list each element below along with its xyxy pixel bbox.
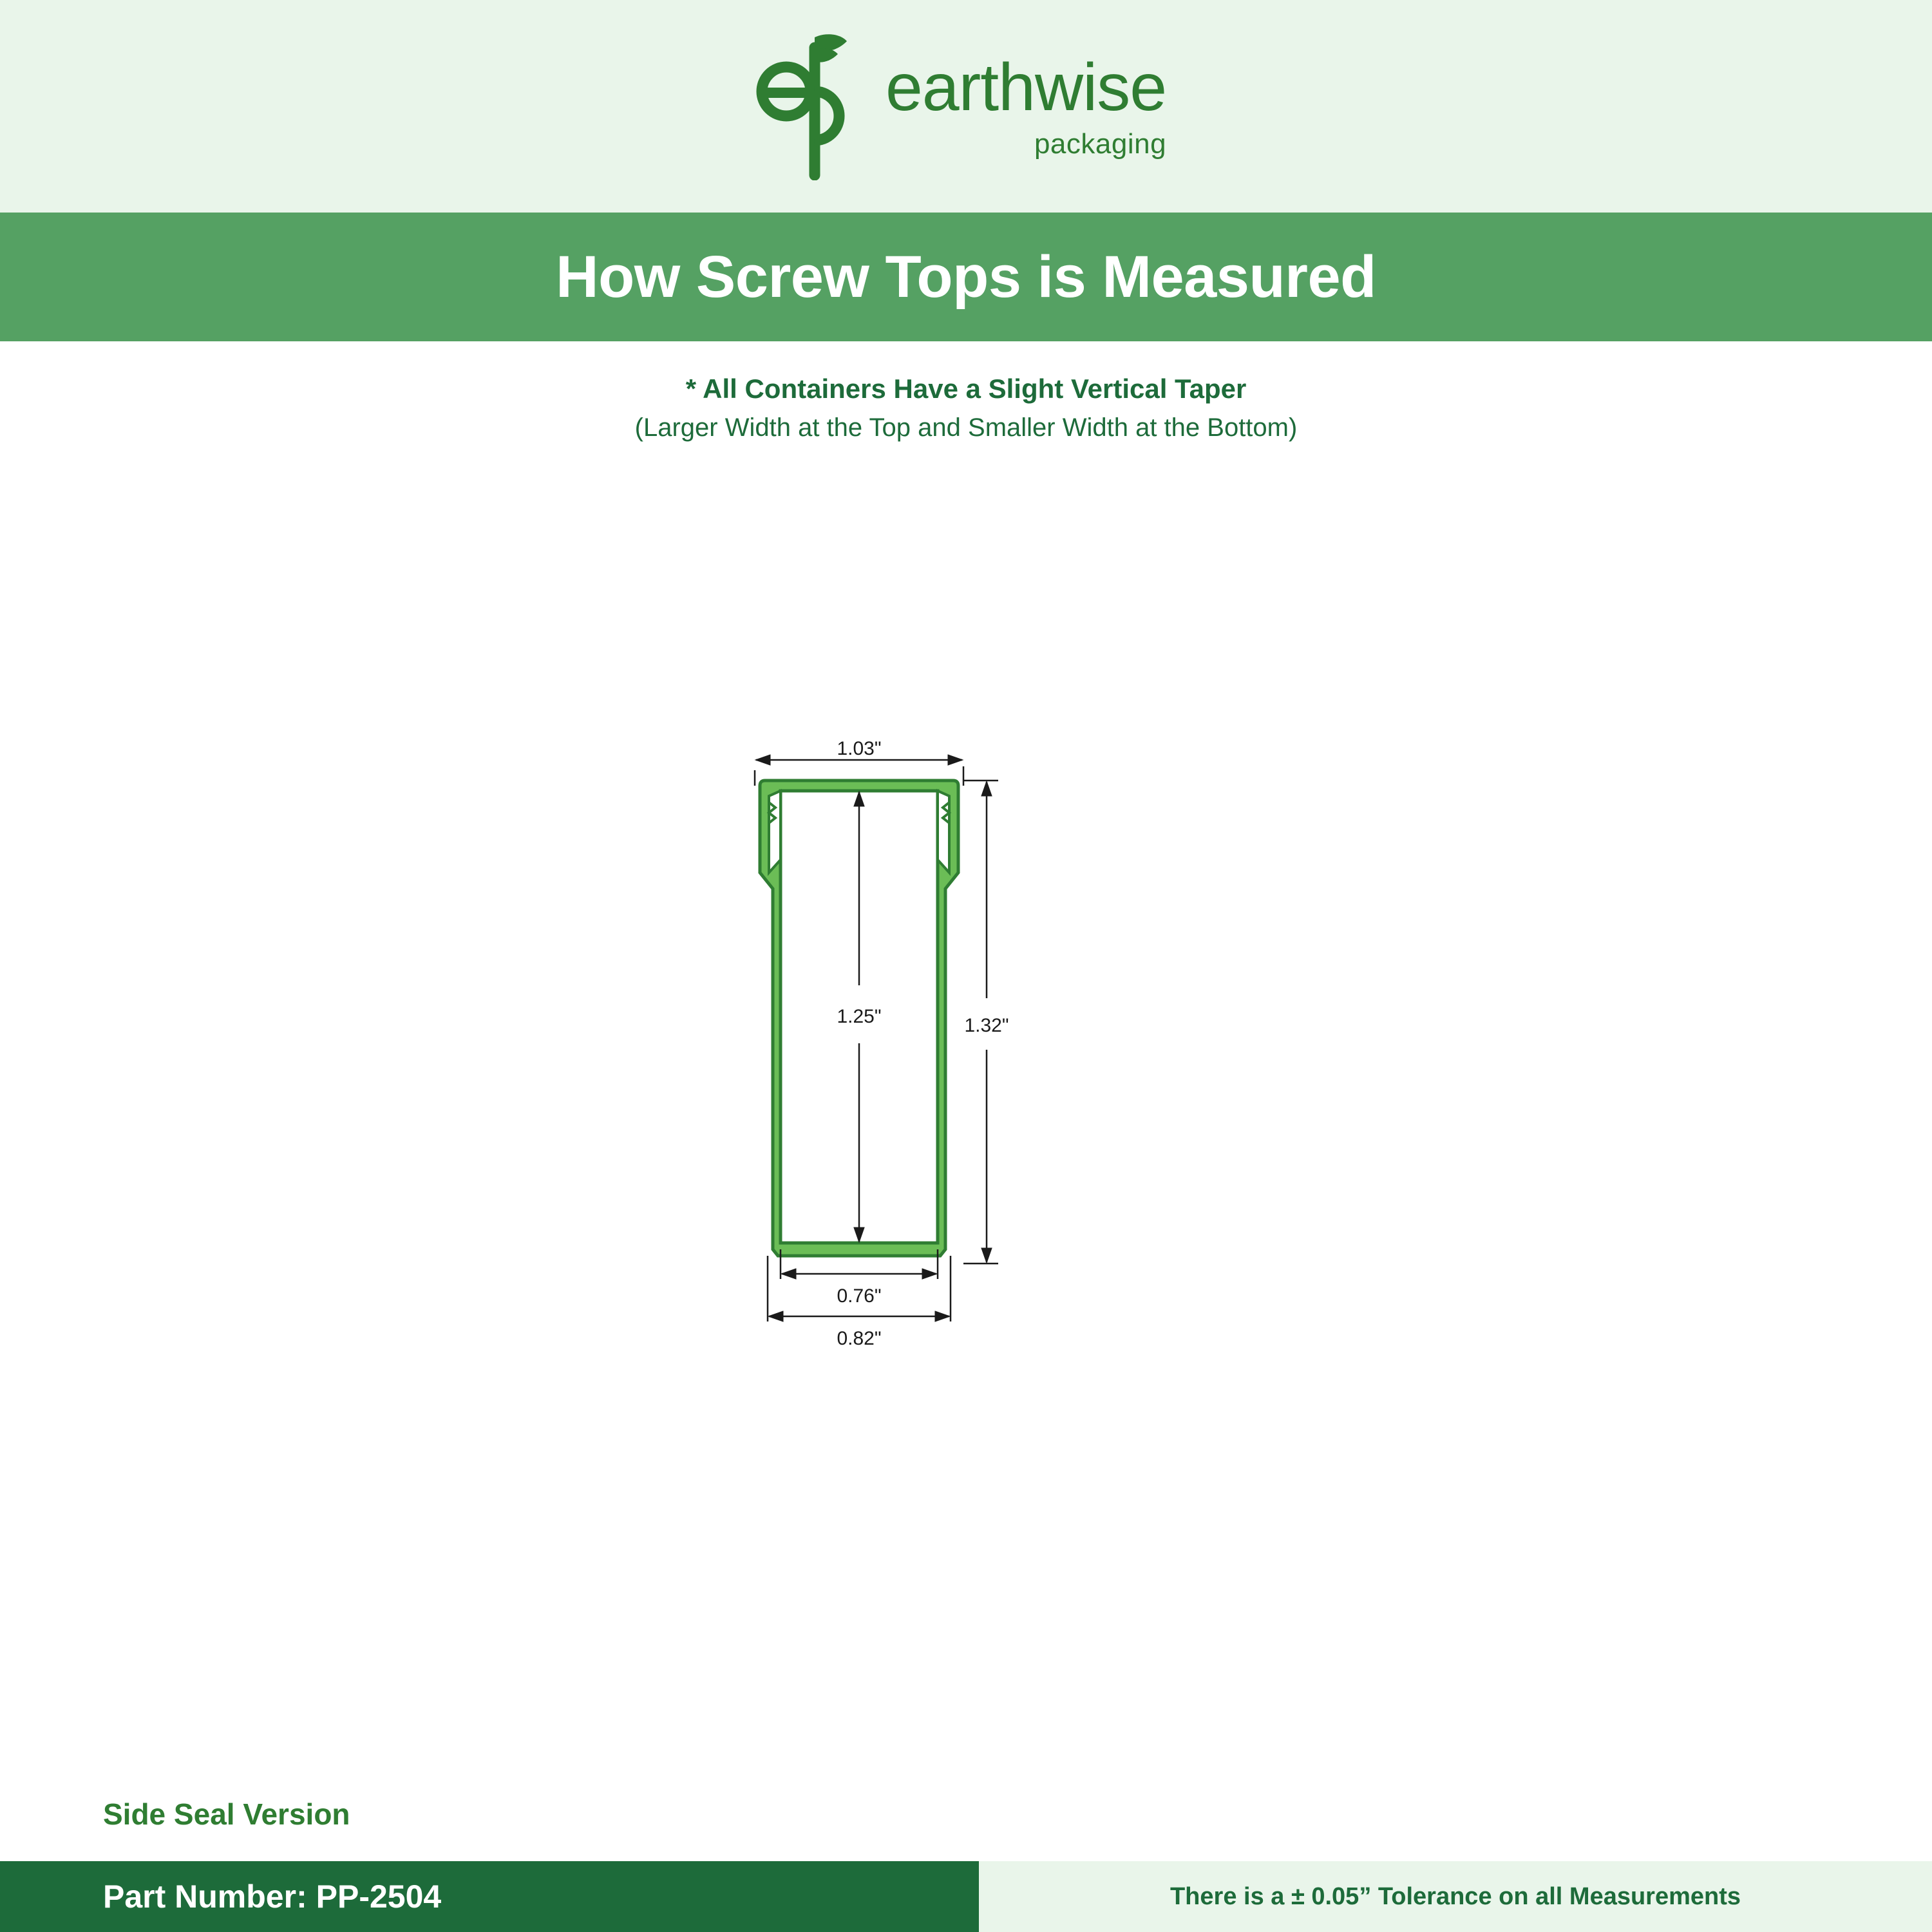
tolerance-text: There is a ± 0.05” Tolerance on all Measurements: [1170, 1882, 1741, 1910]
brand-wordmark: [885, 50, 1167, 160]
dimension-label-outer-bottom-width: 0.82": [837, 1328, 882, 1349]
footer-bar: [0, 1861, 1932, 1932]
footer-part-number-block: [0, 1861, 979, 1932]
dimension-label-inner-bottom-width: 0.76": [837, 1285, 882, 1307]
subtitle-block: [0, 374, 1932, 442]
brand-logo: [753, 32, 1166, 180]
page-title: How Screw Tops is Measured: [556, 243, 1376, 310]
subtitle-line-1: * All Containers Have a Slight Vertical Taper: [685, 374, 1247, 404]
container-cross-section-diagram: [741, 741, 1224, 1385]
brand-tagline: packaging: [1034, 128, 1167, 160]
dimension-label-top-width: 1.03": [837, 741, 882, 759]
brand-name: earthwise: [885, 50, 1167, 125]
version-label: Side Seal Version: [103, 1797, 350, 1831]
title-band: [0, 213, 1932, 341]
footer-tolerance-block: [979, 1861, 1932, 1932]
part-number-text: Part Number: PP-2504: [103, 1879, 442, 1915]
subtitle-line-2: (Larger Width at the Top and Smaller Width at the Bottom): [634, 413, 1298, 442]
dimension-label-inner-height: 1.25": [837, 1006, 882, 1027]
dimension-label-overall-height: 1.32": [964, 1015, 1009, 1036]
logo-band: [0, 0, 1932, 213]
leaf-ep-monogram-icon: [753, 32, 862, 180]
